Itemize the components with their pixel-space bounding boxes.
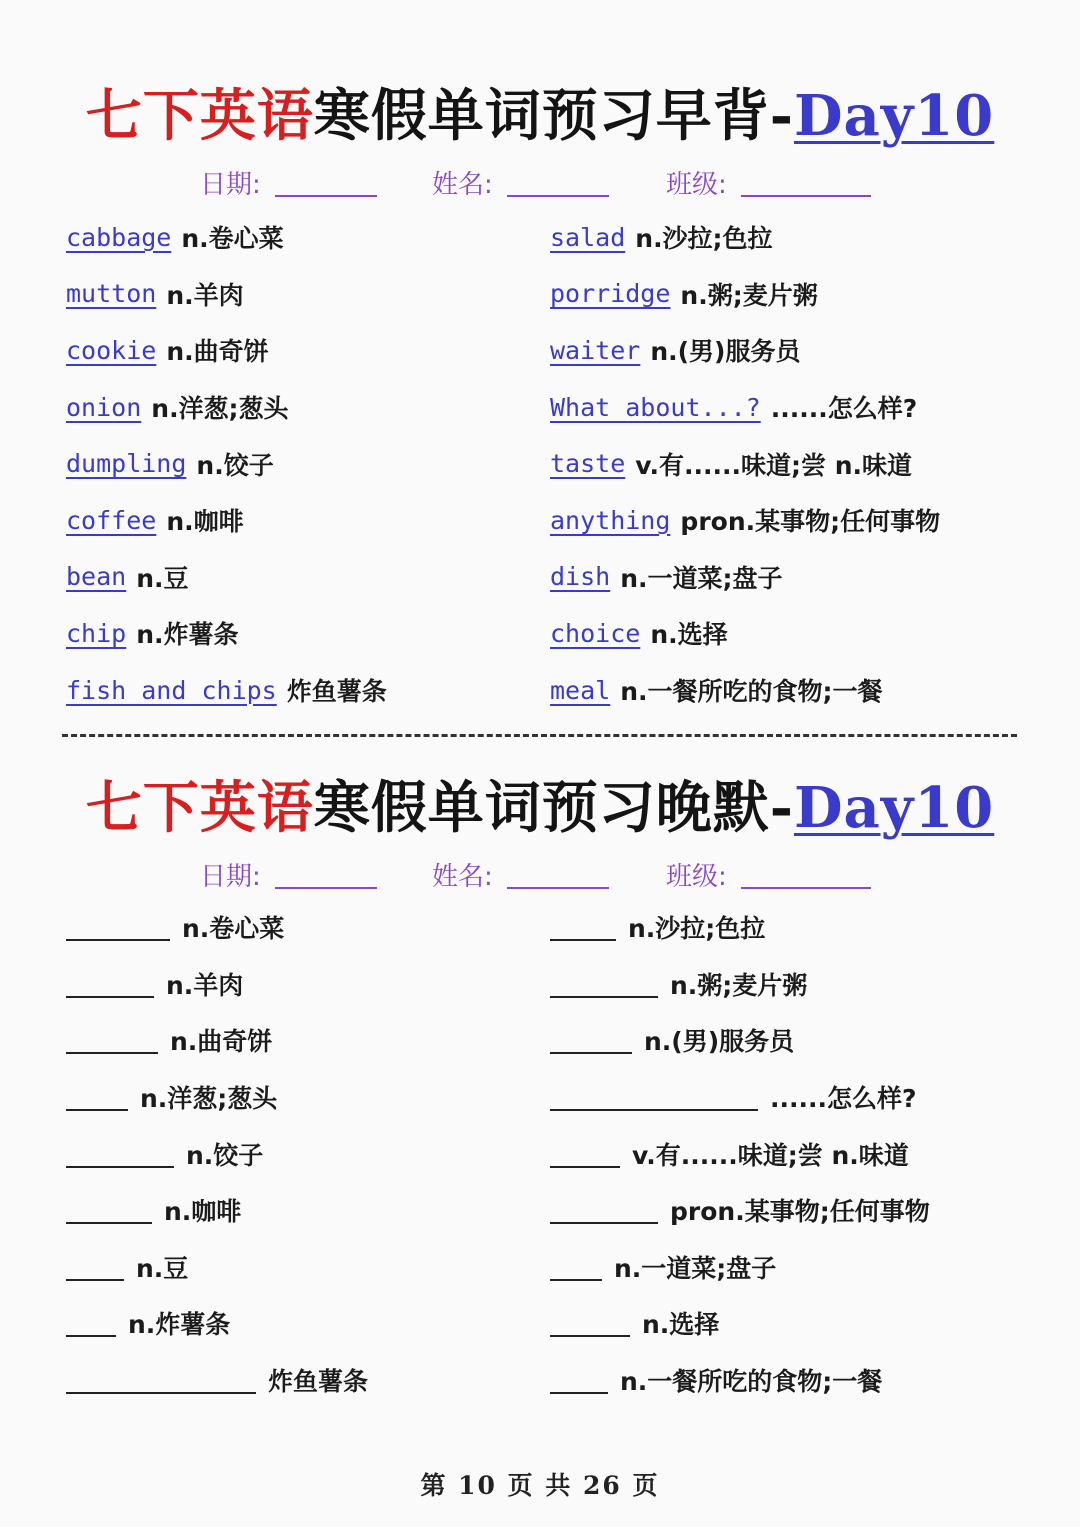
vocab-word: anything bbox=[550, 505, 671, 535]
name-field[interactable] bbox=[432, 856, 609, 893]
evening-title bbox=[0, 764, 1080, 844]
vocab-meaning: n.饺子 bbox=[186, 1140, 264, 1170]
vocab-row bbox=[66, 1069, 546, 1126]
vocab-row bbox=[550, 1352, 1030, 1409]
name-blank[interactable] bbox=[507, 195, 609, 197]
vocab-blank[interactable] bbox=[550, 1026, 632, 1054]
class-field[interactable] bbox=[666, 856, 871, 893]
vocab-row bbox=[550, 899, 1030, 956]
vocab-meaning: pron.某事物;任何事物 bbox=[670, 1197, 930, 1227]
date-label: 日期: bbox=[200, 170, 261, 200]
vocab-meaning: n.豆 bbox=[136, 563, 189, 593]
vocab-row bbox=[66, 1352, 546, 1409]
morning-title-black: 寒假单词预习早背- bbox=[313, 83, 794, 149]
vocab-row bbox=[550, 605, 1030, 662]
vocab-blank[interactable] bbox=[550, 1140, 620, 1168]
vocab-row bbox=[66, 322, 546, 379]
vocab-row bbox=[66, 209, 546, 266]
vocab-meaning: n.羊肉 bbox=[166, 280, 244, 310]
vocab-blank[interactable] bbox=[66, 1140, 174, 1168]
vocab-meaning: n.卷心菜 bbox=[182, 914, 285, 944]
vocab-meaning: ......怎么样? bbox=[770, 1084, 917, 1114]
vocab-meaning: 炸鱼薯条 bbox=[268, 1367, 369, 1397]
vocab-row bbox=[550, 379, 1030, 436]
name-blank[interactable] bbox=[507, 887, 609, 889]
vocab-meaning: n.(男)服务员 bbox=[650, 337, 801, 367]
vocab-word: fish and chips bbox=[66, 675, 277, 705]
vocab-meaning: n.沙拉;色拉 bbox=[628, 914, 766, 944]
vocab-meaning: n.咖啡 bbox=[164, 1197, 242, 1227]
vocab-blank[interactable] bbox=[66, 1309, 116, 1337]
date-field[interactable] bbox=[200, 856, 377, 893]
vocab-blank[interactable] bbox=[66, 1253, 124, 1281]
date-field[interactable] bbox=[200, 164, 377, 201]
date-blank[interactable] bbox=[275, 887, 377, 889]
vocab-row bbox=[66, 1012, 546, 1069]
vocab-row bbox=[550, 1182, 1030, 1239]
vocab-row bbox=[66, 1239, 546, 1296]
vocab-row bbox=[66, 1125, 546, 1182]
vocab-row bbox=[66, 662, 546, 719]
vocab-row bbox=[550, 492, 1030, 549]
vocab-word: chip bbox=[66, 618, 127, 648]
vocab-word: waiter bbox=[550, 335, 641, 365]
evening-info-row bbox=[0, 856, 1080, 896]
vocab-blank[interactable] bbox=[550, 1366, 608, 1394]
morning-right-column bbox=[550, 209, 1030, 718]
dashed-divider bbox=[62, 734, 1017, 737]
vocab-row bbox=[550, 1239, 1030, 1296]
vocab-meaning: v.有......味道;尝 n.味道 bbox=[635, 450, 912, 480]
vocab-blank[interactable] bbox=[550, 1083, 758, 1111]
vocab-meaning: n.曲奇饼 bbox=[166, 337, 269, 367]
vocab-blank[interactable] bbox=[66, 913, 170, 941]
vocab-blank[interactable] bbox=[550, 913, 616, 941]
vocab-row bbox=[66, 956, 546, 1013]
vocab-meaning: n.一道菜;盘子 bbox=[620, 563, 783, 593]
vocab-row bbox=[550, 1069, 1030, 1126]
vocab-blank[interactable] bbox=[66, 970, 154, 998]
vocab-meaning: n.(男)服务员 bbox=[644, 1027, 795, 1057]
vocab-row bbox=[550, 322, 1030, 379]
vocab-meaning: n.选择 bbox=[650, 620, 728, 650]
vocab-word: choice bbox=[550, 618, 641, 648]
vocab-row bbox=[550, 266, 1030, 323]
morning-title-day: Day10 bbox=[793, 83, 995, 149]
vocab-word: dumpling bbox=[66, 449, 187, 479]
vocab-meaning: n.羊肉 bbox=[166, 970, 244, 1000]
vocab-meaning: n.沙拉;色拉 bbox=[635, 224, 773, 254]
morning-left-column bbox=[66, 209, 546, 718]
class-blank[interactable] bbox=[741, 887, 871, 889]
vocab-meaning: n.炸薯条 bbox=[128, 1310, 231, 1340]
vocab-row bbox=[66, 379, 546, 436]
vocab-word: porridge bbox=[550, 279, 671, 309]
vocab-meaning: n.选择 bbox=[642, 1310, 720, 1340]
vocab-meaning: 炸鱼薯条 bbox=[286, 677, 387, 707]
date-label: 日期: bbox=[200, 862, 261, 892]
vocab-meaning: n.一餐所吃的食物;一餐 bbox=[620, 677, 883, 707]
vocab-word: coffee bbox=[66, 505, 157, 535]
vocab-word: What about...? bbox=[550, 392, 761, 422]
vocab-meaning: n.一餐所吃的食物;一餐 bbox=[620, 1367, 883, 1397]
vocab-word: taste bbox=[550, 449, 626, 479]
vocab-word: salad bbox=[550, 222, 626, 252]
vocab-word: mutton bbox=[66, 279, 157, 309]
vocab-meaning: n.洋葱;葱头 bbox=[151, 394, 289, 424]
vocab-word: onion bbox=[66, 392, 142, 422]
vocab-row bbox=[550, 662, 1030, 719]
vocab-meaning: n.卷心菜 bbox=[181, 224, 284, 254]
page-footer: 第 10 页 共 26 页 bbox=[420, 1471, 660, 1500]
evening-title-day: Day10 bbox=[793, 775, 995, 841]
vocab-row bbox=[66, 266, 546, 323]
vocab-meaning: n.炸薯条 bbox=[136, 620, 239, 650]
vocab-meaning: n.曲奇饼 bbox=[170, 1027, 273, 1057]
morning-title-red: 七下英语 bbox=[85, 83, 314, 149]
vocab-meaning: n.饺子 bbox=[196, 450, 274, 480]
vocab-row bbox=[66, 492, 546, 549]
vocab-blank[interactable] bbox=[66, 1026, 158, 1054]
vocab-row bbox=[550, 549, 1030, 606]
vocab-row bbox=[550, 1125, 1030, 1182]
vocab-blank[interactable] bbox=[550, 1309, 630, 1337]
vocab-row bbox=[550, 435, 1030, 492]
evening-title-red: 七下英语 bbox=[85, 775, 314, 841]
vocab-row bbox=[66, 435, 546, 492]
vocab-row bbox=[66, 605, 546, 662]
evening-title-black: 寒假单词预习晚默- bbox=[313, 775, 794, 841]
vocab-meaning: n.一道菜;盘子 bbox=[614, 1253, 777, 1283]
vocab-word: bean bbox=[66, 562, 127, 592]
vocab-word: cabbage bbox=[66, 222, 172, 252]
vocab-row bbox=[550, 1295, 1030, 1352]
vocab-row bbox=[550, 1012, 1030, 1069]
vocab-meaning: ......怎么样? bbox=[770, 394, 918, 424]
vocab-blank[interactable] bbox=[550, 1253, 602, 1281]
vocab-row bbox=[66, 1295, 546, 1352]
vocab-meaning: n.咖啡 bbox=[166, 507, 244, 537]
class-blank[interactable] bbox=[741, 195, 871, 197]
vocab-word: cookie bbox=[66, 335, 157, 365]
evening-right-column bbox=[550, 899, 1030, 1408]
class-field[interactable] bbox=[666, 164, 871, 201]
vocab-meaning: v.有......味道;尝 n.味道 bbox=[632, 1140, 909, 1170]
vocab-word: dish bbox=[550, 562, 611, 592]
vocab-row bbox=[66, 1182, 546, 1239]
morning-title bbox=[0, 72, 1080, 152]
vocab-blank[interactable] bbox=[66, 1366, 256, 1394]
vocab-row bbox=[66, 899, 546, 956]
date-blank[interactable] bbox=[275, 195, 377, 197]
vocab-meaning: n.豆 bbox=[136, 1253, 189, 1283]
vocab-meaning: n.粥;麦片粥 bbox=[670, 970, 808, 1000]
vocab-blank[interactable] bbox=[66, 1083, 128, 1111]
vocab-meaning: n.洋葱;葱头 bbox=[140, 1084, 278, 1114]
vocab-blank[interactable] bbox=[550, 1196, 658, 1224]
morning-info-row bbox=[0, 164, 1080, 204]
class-label: 班级: bbox=[666, 862, 727, 892]
vocab-row bbox=[550, 209, 1030, 266]
vocab-row bbox=[66, 549, 546, 606]
evening-left-column bbox=[66, 899, 546, 1408]
vocab-meaning: pron.某事物;任何事物 bbox=[680, 507, 941, 537]
vocab-word: meal bbox=[550, 675, 611, 705]
name-label: 姓名: bbox=[432, 170, 493, 200]
name-label: 姓名: bbox=[432, 862, 493, 892]
vocab-blank[interactable] bbox=[66, 1196, 152, 1224]
vocab-meaning: n.粥;麦片粥 bbox=[680, 280, 818, 310]
class-label: 班级: bbox=[666, 170, 727, 200]
name-field[interactable] bbox=[432, 164, 609, 201]
vocab-blank[interactable] bbox=[550, 970, 658, 998]
vocab-row bbox=[550, 956, 1030, 1013]
